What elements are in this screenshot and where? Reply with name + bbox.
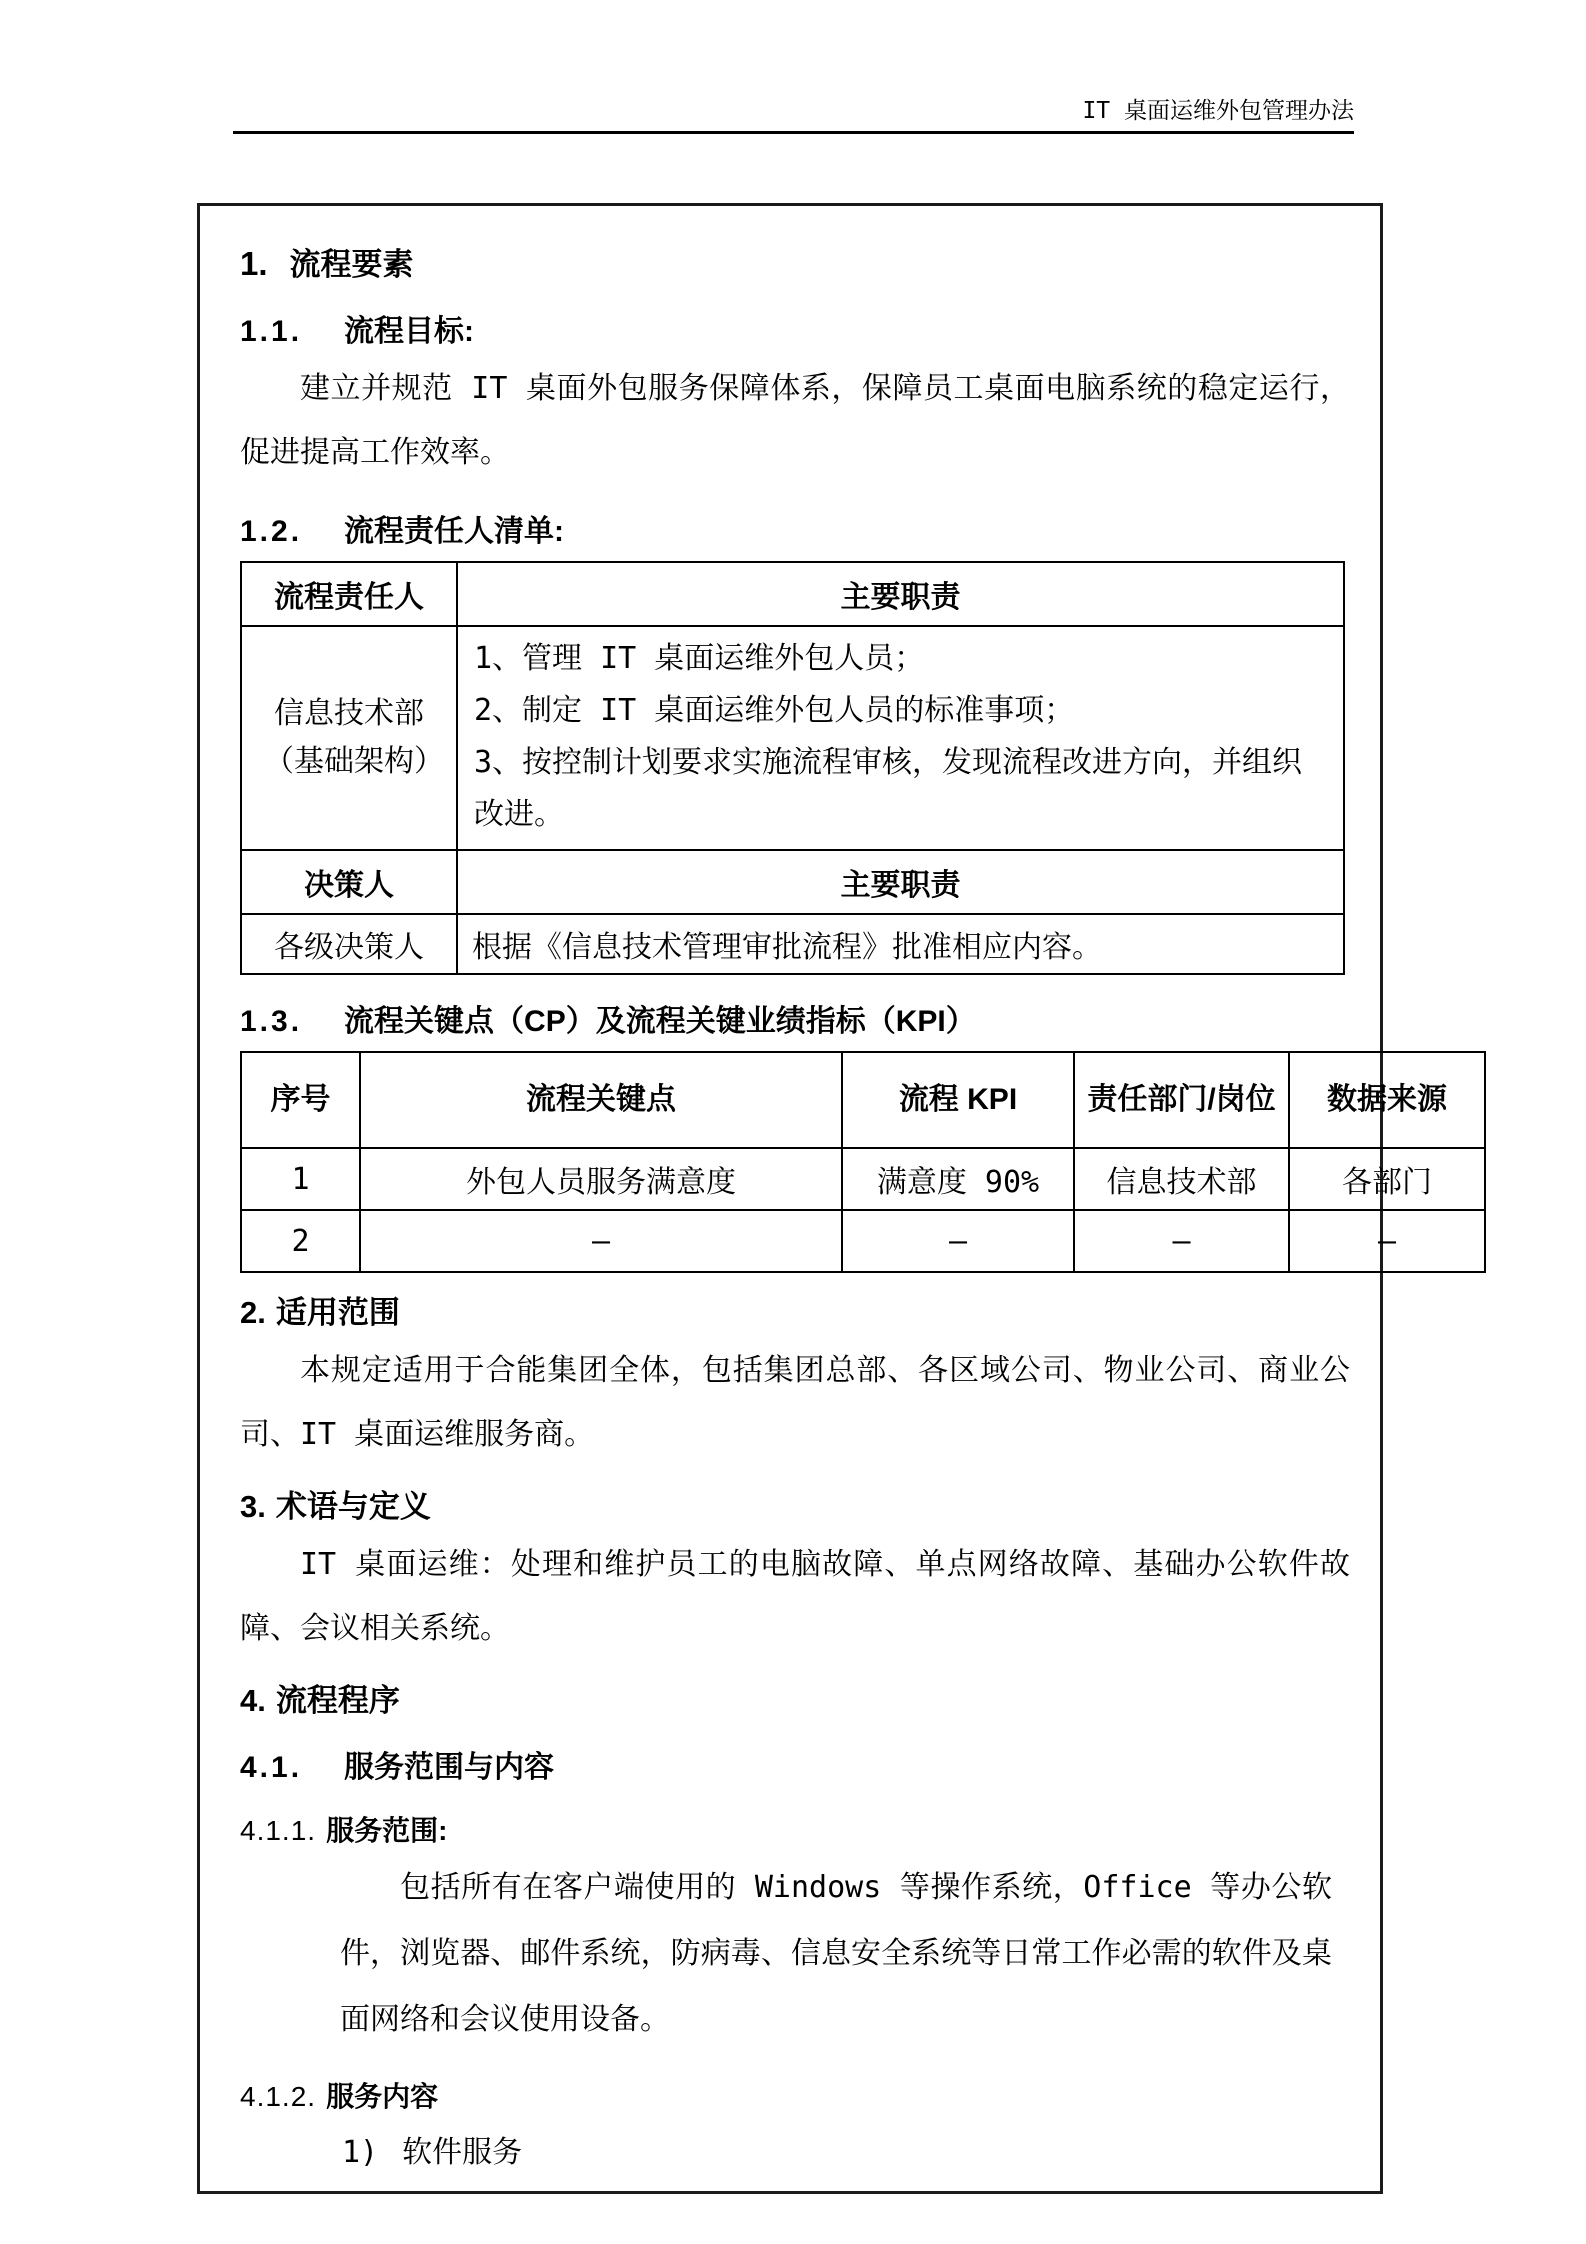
table-header-cell: 序号 xyxy=(241,1052,360,1148)
table-cell: 外包人员服务满意度 xyxy=(360,1148,842,1210)
paragraph-terms: IT 桌面运维：处理和维护员工的电脑故障、单点网络故障、基础办公软件故障、会议相关系统。 xyxy=(240,1547,1350,1646)
heading-label: 流程责任人清单: xyxy=(344,515,565,548)
heading-label: 流程要素 xyxy=(289,247,414,282)
section-heading-1-1 xyxy=(240,313,1350,351)
section-heading-4-1-2 xyxy=(240,2079,1350,2115)
responsibility-table xyxy=(240,561,1345,975)
table-header-cell: 流程 KPI xyxy=(842,1052,1074,1148)
table-row xyxy=(241,1210,1485,1272)
paragraph-service-scope: 包括所有在客户端使用的 Windows 等操作系统，Office 等办公软件，浏览器、邮件系统，防病毒、信息安全系统等日常工作必需的软件及桌面网络和会议使用设备。 xyxy=(340,1870,1332,2037)
table-header-row xyxy=(241,1052,1485,1148)
heading-number: 4.1.1. xyxy=(240,1815,317,1846)
table-cell: – xyxy=(360,1210,842,1272)
table-cell-owner: 信息技术部（基础架构） xyxy=(241,626,457,850)
table-cell: 1 xyxy=(241,1148,360,1210)
heading-number: 1.1. xyxy=(240,315,303,348)
section-heading-4 xyxy=(240,1681,1350,1721)
document-content-frame xyxy=(197,203,1447,2194)
table-cell-duties xyxy=(457,626,1344,850)
section-heading-2 xyxy=(240,1293,1350,1333)
table-row xyxy=(241,914,1344,974)
running-header xyxy=(233,96,1354,134)
heading-number: 1. xyxy=(240,245,268,282)
section-heading-4-1-1 xyxy=(240,1813,1350,1849)
paragraph-scope: 本规定适用于合能集团全体，包括集团总部、各区域公司、物业公司、商业公司、IT 桌面运维服务商。 xyxy=(240,1353,1350,1452)
table-cell: – xyxy=(1074,1210,1289,1272)
heading-label: 服务范围: xyxy=(326,1815,448,1846)
heading-label: 服务内容 xyxy=(326,2081,439,2112)
table-row xyxy=(241,1148,1485,1210)
list-item-number: 1) xyxy=(342,2135,379,2170)
section-heading-1-2 xyxy=(240,513,1350,551)
heading-number: 2. xyxy=(240,1295,266,1330)
table-cell-decision-maker: 各级决策人 xyxy=(241,914,457,974)
heading-label: 流程程序 xyxy=(275,1683,400,1718)
table-cell: 满意度 90% xyxy=(842,1148,1074,1210)
heading-number: 1.3. xyxy=(240,1005,303,1038)
heading-label: 适用范围 xyxy=(275,1295,400,1330)
table-header-cell: 责任部门/岗位 xyxy=(1074,1052,1289,1148)
table-cell: 信息技术部 xyxy=(1074,1148,1289,1210)
section-heading-1-3 xyxy=(240,1003,1350,1041)
duty-item: 1、管理 IT 桌面运维外包人员； xyxy=(474,641,925,676)
heading-number: 4.1. xyxy=(240,1751,303,1784)
table-header-cell: 流程责任人 xyxy=(241,562,457,626)
table-header-row xyxy=(241,562,1344,626)
table-row xyxy=(241,626,1344,850)
heading-label: 流程关键点（CP）及流程关键业绩指标（KPI） xyxy=(344,1005,976,1038)
kpi-table xyxy=(240,1051,1486,1273)
table-header-cell: 数据来源 xyxy=(1289,1052,1485,1148)
list-item-software-service xyxy=(342,2135,1350,2171)
list-item-label: 软件服务 xyxy=(402,2135,523,2170)
heading-number: 4. xyxy=(240,1683,266,1718)
table-cell: – xyxy=(1289,1210,1485,1272)
heading-number: 3. xyxy=(240,1489,266,1524)
table-cell-decision-desc: 根据《信息技术管理审批流程》批准相应内容。 xyxy=(457,914,1344,974)
heading-number: 4.1.2. xyxy=(240,2081,317,2112)
running-header-title: IT 桌面运维外包管理办法 xyxy=(1082,98,1354,124)
table-header-cell: 主要职责 xyxy=(457,562,1344,626)
table-cell: 2 xyxy=(241,1210,360,1272)
table-header-cell: 流程关键点 xyxy=(360,1052,842,1148)
duty-item: 2、制定 IT 桌面运维外包人员的标准事项； xyxy=(474,693,1075,728)
section-heading-3 xyxy=(240,1487,1350,1527)
heading-label: 流程目标: xyxy=(344,315,475,348)
heading-label: 服务范围与内容 xyxy=(344,1751,555,1784)
duty-item: 3、按控制计划要求实施流程审核，发现流程改进方向，并组织改进。 xyxy=(474,745,1303,832)
section-heading-1 xyxy=(240,244,1350,285)
paragraph-goal: 建立并规范 IT 桌面外包服务保障体系，保障员工桌面电脑系统的稳定运行，促进提高工作效率。 xyxy=(240,371,1350,470)
table-cell: 各部门 xyxy=(1289,1148,1485,1210)
table-subheader-row xyxy=(241,850,1344,914)
heading-label: 术语与定义 xyxy=(275,1489,431,1524)
section-heading-4-1 xyxy=(240,1749,1350,1787)
table-cell: – xyxy=(842,1210,1074,1272)
table-header-cell: 主要职责 xyxy=(457,850,1344,914)
heading-number: 1.2. xyxy=(240,515,303,548)
table-header-cell: 决策人 xyxy=(241,850,457,914)
